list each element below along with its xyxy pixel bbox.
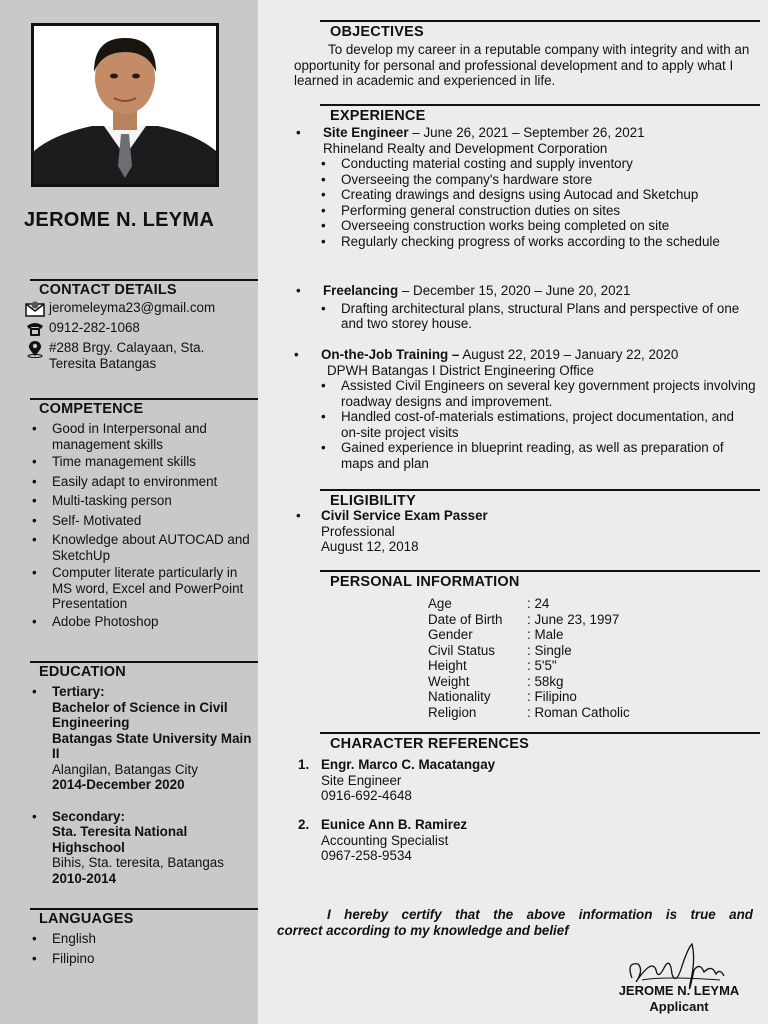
languages-list [25, 931, 253, 966]
competence-list [25, 421, 253, 629]
reference-number: 1. [298, 757, 310, 772]
list-item: • Time management skills [25, 454, 253, 470]
job-duties [314, 156, 756, 249]
reference-role: Site Engineer [321, 772, 402, 788]
list-item: • Handled cost-of-materials estimations, project documentation, and on-site project visits [314, 409, 756, 440]
list-item: • Overseeing the company's hardware store [314, 172, 756, 188]
job-ojt: • On-the-Job Training – August 22, 2019 – January 22, 2020 DPWH Batangas I District Engineering Office • Assisted Civil Engineers on several key government projects involving roadway designs and improvement. • Handled cost-of-materials estimations, project documentation, and on-site project visits • Gained experience in blueprint reading, as well as preparation of maps and plan [294, 347, 756, 471]
list-item: • Overseeing construction works being completed on site [314, 218, 756, 234]
education-school: Batangas State University Main II [52, 730, 252, 761]
education-years: 2010-2014 [52, 870, 117, 886]
eligibility-date: August 12, 2018 [321, 539, 419, 554]
personal-info-heading: PERSONAL INFORMATION [320, 570, 760, 590]
personal-info-row: Gender : Male [428, 627, 564, 642]
list-item: • Self- Motivated [25, 513, 253, 529]
list-item: • Filipino [25, 951, 253, 967]
certification-line1: I hereby certify that the above information is true and [327, 907, 753, 922]
education-secondary [25, 809, 255, 887]
job-duties [314, 378, 756, 471]
objectives-heading: OBJECTIVES [320, 20, 760, 40]
contact-address-line2: Teresita Batangas [49, 355, 157, 371]
experience-heading: EXPERIENCE [320, 104, 760, 124]
personal-info-row: Weight : 58kg [428, 673, 564, 689]
reference-name: Engr. Marco C. Macatangay [321, 757, 496, 772]
location-pin-icon [24, 340, 46, 358]
education-school: Sta. Teresita National Highschool [52, 824, 188, 855]
job-title: Site Engineer [323, 125, 409, 140]
list-item: • Knowledge about AUTOCAD and SketchUp [25, 532, 253, 563]
eligibility-heading: ELIGIBILITY [320, 489, 760, 509]
competence-heading: COMPETENCE [30, 398, 258, 417]
contact-address-row [24, 340, 204, 371]
list-item: • Gained experience in blueprint reading, as well as preparation of maps and plan [314, 440, 756, 471]
list-item: • Computer literate particularly in MS word, Excel and PowerPoint Presentation [25, 565, 253, 612]
job-company: DPWH Batangas I District Engineering Office [327, 362, 594, 378]
eligibility-level: Professional [321, 523, 395, 539]
signature-role: Applicant [649, 998, 709, 1014]
list-item: • Good in Interpersonal and management skills [25, 421, 253, 452]
eligibility-title: Civil Service Exam Passer [321, 508, 488, 523]
contact-email-row [24, 300, 215, 318]
education-location: Alangilan, Batangas City [52, 761, 198, 777]
reference-phone: 0916-692-4648 [321, 788, 412, 803]
contact-address-line1: #288 Brgy. Calayaan, Sta. [49, 340, 205, 355]
profile-photo [31, 23, 219, 187]
job-dates: – June 26, 2021 – September 26, 2021 [408, 125, 645, 140]
job-title: On-the-Job Training – [321, 347, 460, 362]
reference-name: Eunice Ann B. Ramirez [321, 817, 468, 832]
eligibility-block: • Civil Service Exam Passer Professional August 12, 2018 [294, 508, 754, 555]
job-title: Freelancing [323, 283, 399, 298]
job-duties [314, 301, 756, 332]
certification-line2: correct according to my knowledge and belief [277, 922, 569, 938]
contact-phone: 0912-282-1068 [49, 320, 140, 335]
list-item: • Creating drawings and designs using Autocad and Sketchup [314, 187, 756, 203]
languages-heading: LANGUAGES [30, 908, 258, 927]
personal-info-row: Age : 24 [428, 596, 550, 611]
personal-info-row: Nationality : Filipino [428, 689, 577, 704]
personal-info-row: Civil Status : Single [428, 642, 572, 658]
education-location: Bihis, Sta. teresita, Batangas [52, 855, 224, 870]
personal-info-row: Religion : Roman Catholic [428, 704, 630, 720]
reference-1 [298, 757, 738, 804]
education-level-label: • Tertiary: [52, 684, 105, 699]
personal-info-row: Height : 5'5" [428, 658, 557, 673]
list-item: • Regularly checking progress of works according to the schedule [314, 234, 756, 250]
education-tertiary [25, 684, 255, 793]
signature-block [604, 983, 754, 1014]
reference-2 [298, 817, 738, 864]
contact-email[interactable]: jeromeleyma23@gmail.com [49, 300, 216, 315]
job-dates: August 22, 2019 – January 22, 2020 [459, 347, 679, 362]
education-list [25, 684, 255, 886]
references-heading: CHARACTER REFERENCES [320, 732, 760, 752]
personal-info-table [428, 596, 728, 720]
education-years: 2014-December 2020 [52, 777, 185, 792]
job-company: Rhineland Realty and Development Corporation [323, 140, 608, 156]
contact-phone-row [24, 320, 140, 338]
list-item: • Easily adapt to environment [25, 474, 253, 490]
reference-number: 2. [298, 817, 310, 832]
list-item: • Assisted Civil Engineers on several key government projects involving roadway designs and improvement. [314, 378, 756, 409]
reference-phone: 0967-258-9534 [321, 848, 412, 863]
education-heading: EDUCATION [30, 661, 258, 680]
reference-role: Accounting Specialist [321, 832, 449, 848]
list-item: • Adobe Photoshop [25, 614, 253, 630]
email-icon [24, 300, 46, 318]
certification-statement [277, 907, 753, 938]
job-dates: – December 15, 2020 – June 20, 2021 [398, 283, 631, 298]
job-site-engineer: • Site Engineer – June 26, 2021 – September 26, 2021 Rhineland Realty and Development Corporation • Conducting material costing and supply inventory • Overseeing the company's hardware store • Creating drawings and designs using Autocad and Sketchup • Performing general construction duties on sites • Overseeing construction works being completed on site • Regularly checking progress of works according to the schedule [294, 125, 756, 249]
personal-info-row: Date of Birth : June 23, 1997 [428, 611, 620, 627]
phone-icon [24, 320, 46, 338]
signature-name: JEROME N. LEYMA [618, 983, 740, 998]
list-item: • Conducting material costing and supply inventory [314, 156, 756, 172]
list-item: • English [25, 931, 253, 947]
job-freelancing: • Freelancing – December 15, 2020 – June 20, 2021 • Drafting architectural plans, structural Plans and perspective of one and two storey house. [294, 283, 756, 332]
list-item: • Performing general construction duties on sites [314, 203, 756, 219]
contact-heading: CONTACT DETAILS [30, 279, 258, 298]
education-level-label: • Secondary: [52, 808, 125, 824]
objectives-text: To develop my career in a reputable company with integrity and with an opportunity for personal and professional development and to apply what I learned in academic and experienced in life. [294, 42, 750, 88]
education-degree: Bachelor of Science in Civil Engineering [52, 699, 228, 730]
list-item: • Drafting architectural plans, structural Plans and perspective of one and two storey house. [314, 301, 756, 332]
list-item: • Multi-tasking person [25, 493, 253, 509]
applicant-name: JEROME N. LEYMA [24, 209, 215, 231]
